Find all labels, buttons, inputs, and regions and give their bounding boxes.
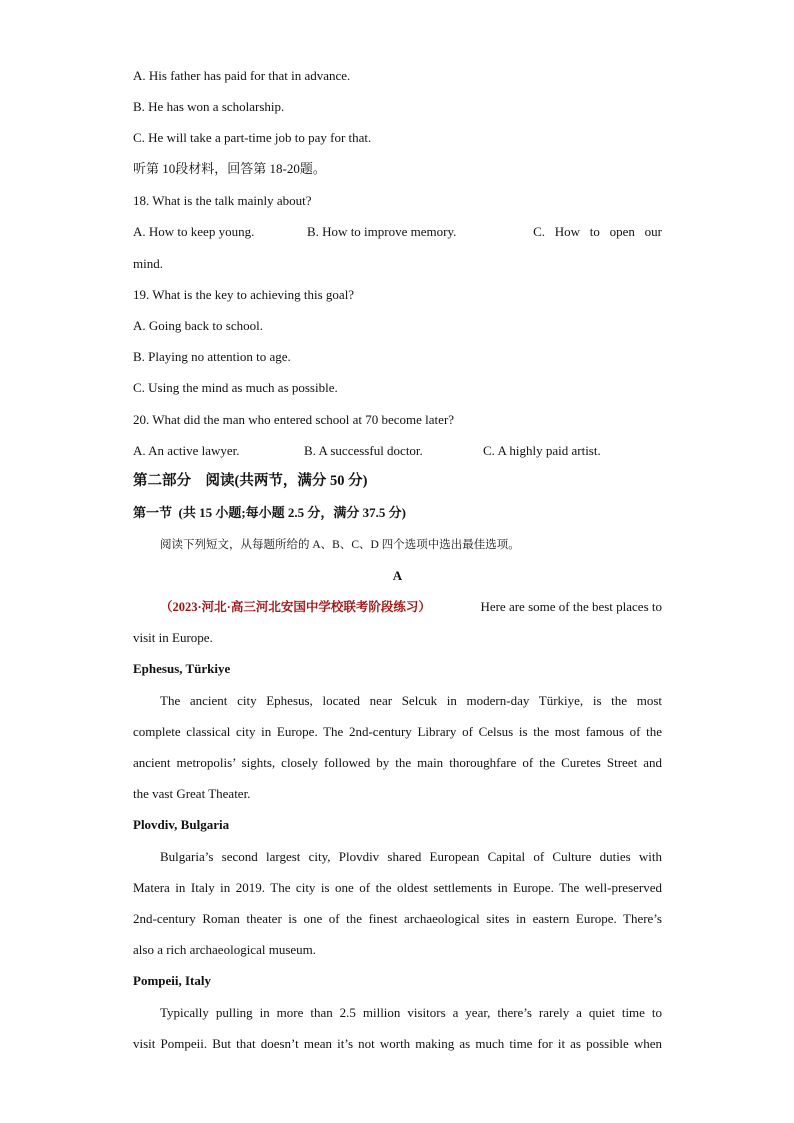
plovdiv-line: Matera in Italy in 2019. The city is one of the oldest settlements in Europe. The well-preserved xyxy=(133,880,662,895)
plovdiv-line: also a rich archaeological museum. xyxy=(133,942,317,957)
section-title: 第一节 (共 15 小题;每小题 2.5 分，满分 37.5 分) xyxy=(133,505,406,520)
q20-option-c: C. A highly paid artist. xyxy=(483,443,601,458)
q18-option-c-cont: mind. xyxy=(133,256,163,271)
q19-question: 19. What is the key to achieving this goal? xyxy=(133,287,355,302)
q18-option-c: C. How to open our xyxy=(533,224,662,239)
q19-option-a: A. Going back to school. xyxy=(133,318,263,333)
q17-option-b: B. He has won a scholarship. xyxy=(133,99,285,114)
ephesus-line: The ancient city Ephesus, located near Selcuk in modern-day Türkiye, is the most xyxy=(160,693,662,708)
intro-text-1: Here are some of the best places to xyxy=(480,599,662,614)
passage-letter: A xyxy=(392,568,403,583)
q20-option-b: B. A successful doctor. xyxy=(304,443,423,458)
q19-option-b: B. Playing no attention to age. xyxy=(133,349,291,364)
place-heading-plovdiv: Plovdiv, Bulgaria xyxy=(133,817,230,832)
place-heading-ephesus: Ephesus, Türkiye xyxy=(133,661,231,676)
q20-option-a: A. An active lawyer. xyxy=(133,443,240,458)
instructions: 阅读下列短文，从每题所给的 A、B、C、D 四个选项中选出最佳选项。 xyxy=(160,539,520,551)
q17-option-a: A. His father has paid for that in advance. xyxy=(133,68,351,83)
q18-question: 18. What is the talk mainly about? xyxy=(133,193,312,208)
place-heading-pompeii: Pompeii, Italy xyxy=(133,973,211,988)
source-citation: （2023·河北·高三河北安国中学校联考阶段练习） xyxy=(160,600,431,614)
intro-line-2: visit in Europe. xyxy=(133,630,213,645)
section10-intro: 听第 10段材料，回答第 18-20题。 xyxy=(133,161,326,176)
q18-option-a: A. How to keep young. xyxy=(133,224,255,239)
pompeii-line: visit Pompeii. But that doesn’t mean it’s not worth making as much time for it as possible when xyxy=(133,1036,662,1051)
q17-option-c: C. He will take a part-time job to pay for that. xyxy=(133,130,372,145)
part-title: 第二部分 阅读(共两节，满分 50 分) xyxy=(133,473,368,489)
pompeii-line: Typically pulling in more than 2.5 million visitors a year, there’s rarely a quiet time to xyxy=(160,1005,662,1020)
plovdiv-line: 2nd-century Roman theater is one of the finest archaeological sites in eastern Europe. There’s xyxy=(133,911,662,926)
q19-option-c: C. Using the mind as much as possible. xyxy=(133,380,338,395)
ephesus-line: complete classical city in Europe. The 2nd-century Library of Celsus is the most famous of the xyxy=(133,724,662,739)
q18-option-b: B. How to improve memory. xyxy=(307,224,457,239)
ephesus-line: the vast Great Theater. xyxy=(133,786,251,801)
ephesus-line: ancient metropolis’ sights, closely followed by the main thoroughfare of the Curetes Street and xyxy=(133,755,662,770)
plovdiv-line: Bulgaria’s second largest city, Plovdiv shared European Capital of Culture duties with xyxy=(160,849,662,864)
q20-question: 20. What did the man who entered school at 70 become later? xyxy=(133,412,455,427)
